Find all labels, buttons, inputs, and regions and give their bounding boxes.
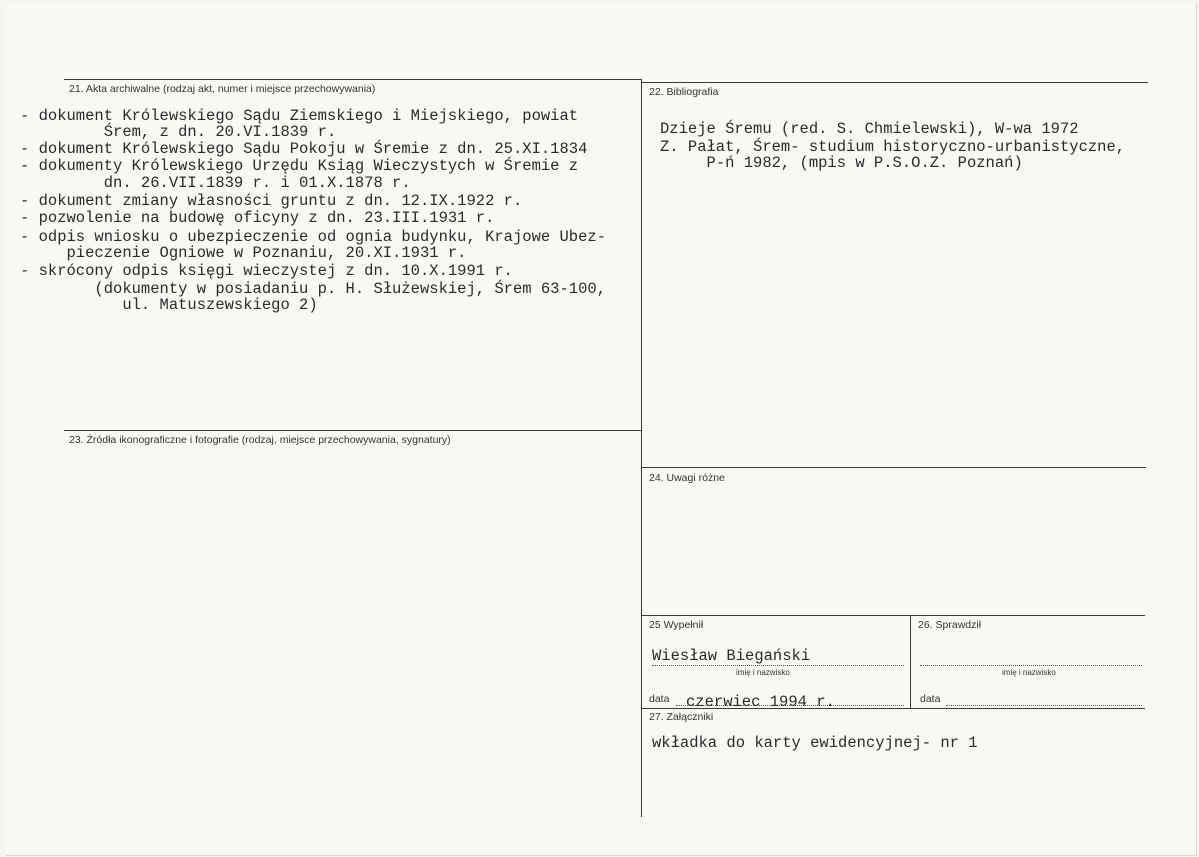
bibliography-line: Z. Pałat, Śrem- studium historyczno-urbanistyczne, <box>660 138 1126 156</box>
checked-by-date-label: data <box>920 693 941 705</box>
checked-by-name-line <box>920 665 1142 666</box>
section25-rule <box>642 615 1145 616</box>
bibliography-line: P-ń 1982, (mpis w P.S.O.Z. Poznań) <box>660 154 1023 172</box>
section23-rule <box>64 430 642 431</box>
filled-by-date-label: data <box>649 693 670 705</box>
filled-by-name: Wiesław Biegański <box>652 647 811 665</box>
filled-by-date: czerwiec 1994 r. <box>686 693 835 711</box>
attachments-text: wkładka do karty ewidencyjnej- nr 1 <box>652 734 978 752</box>
filled-by-name-caption: imię i nazwisko <box>736 668 790 677</box>
section25-label: 25 Wypełnił <box>649 619 704 631</box>
archive-line: - dokumenty Królewskiego Urzędu Ksiąg Wieczystych w Śremie z <box>20 157 579 175</box>
archive-line: - pozwolenie na budowę oficyny z dn. 23.III.1931 r. <box>20 209 495 227</box>
archive-line: - dokument Królewskiego Sądu Pokoju w Śremie z dn. 25.XI.1834 <box>20 140 588 158</box>
section24-rule <box>642 467 1146 468</box>
section21-label: 21. Akta archiwalne (rodzaj akt, numer i miejsce przechowywania) <box>69 83 376 95</box>
archive-line: dn. 26.VII.1839 r. i 01.X.1878 r. <box>20 174 411 192</box>
section26-label: 26. Sprawdził <box>918 619 982 631</box>
archive-line: (dokumenty w posiadaniu p. H. Służewskiej, Śrem 63-100, <box>20 280 606 298</box>
section27-label: 27. Załączniki <box>649 711 714 723</box>
archive-line: - skrócony odpis księgi wieczystej z dn. 10.X.1991 r. <box>20 262 513 280</box>
section22-label: 22. Bibliografia <box>649 86 719 98</box>
archive-line: ul. Matuszewskiego 2) <box>20 296 318 314</box>
center-divider <box>641 80 642 817</box>
checked-by-date-line <box>946 705 1142 706</box>
archive-line: pieczenie Ogniowe w Poznaniu, 20.XI.1931 r. <box>20 244 467 262</box>
top-rule-left <box>64 79 642 80</box>
section23-label: 23. Źródła ikonograficzne i fotografie (rodzaj, miejsce przechowywania, sygnatury) <box>69 434 451 446</box>
archive-line: - dokument Królewskiego Sądu Ziemskiego i Miejskiego, powiat <box>20 107 579 125</box>
archive-line: Śrem, z dn. 20.VI.1839 r. <box>20 123 337 141</box>
section25-26-divider <box>910 615 911 708</box>
top-rule-right <box>642 82 1148 83</box>
checked-by-name-caption: imię i nazwisko <box>1002 668 1056 677</box>
bibliography-line: Dzieje Śremu (red. S. Chmielewski), W-wa 1972 <box>660 120 1079 138</box>
archive-line: - dokument zmiany własności gruntu z dn. 12.IX.1922 r. <box>20 192 523 210</box>
archive-line: - odpis wniosku o ubezpieczenie od ognia budynku, Krajowe Ubez- <box>20 228 606 246</box>
filled-by-name-line <box>652 665 904 666</box>
section24-label: 24. Uwagi różne <box>649 472 725 484</box>
